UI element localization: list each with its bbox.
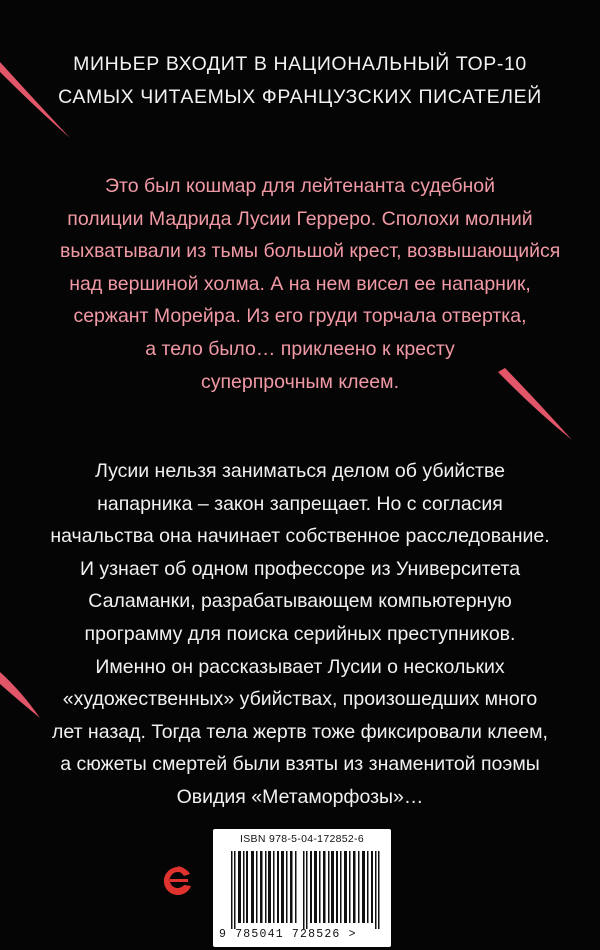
- teaser-line: Это был кошмар для лейтенанта судебной: [104, 175, 496, 197]
- publisher-logo-icon: [160, 862, 196, 898]
- synopsis-line: начальства она начинает собственное расследование.: [50, 525, 550, 548]
- synopsis-line: И узнает об одном профессоре из Университета: [79, 557, 521, 580]
- teaser-line: сержант Морейра. Из его груди торчала отвертка,: [73, 305, 527, 328]
- teaser-line: суперпрочным клеем.: [201, 370, 399, 393]
- teaser-paragraph: [60, 170, 561, 398]
- synopsis-line: Саламанки, разрабатывающем компьютерную: [88, 590, 512, 613]
- slash-left-bottom: [0, 672, 40, 718]
- teaser-line: выхватывали из тьмы большой крест, возвышающийся: [60, 240, 561, 263]
- isbn-label: ISBN 978-5-04-172852-6: [240, 833, 364, 845]
- author-tagline: [40, 48, 560, 114]
- tagline-line: МИНЬЕР ВХОДИТ В НАЦИОНАЛЬНЫЙ ТОР-10: [73, 53, 527, 75]
- synopsis-line: Овидия «Метаморфозы»…: [176, 785, 424, 808]
- teaser-line: над вершиной холма. А на нем висел ее напарник,: [69, 272, 531, 295]
- synopsis-line: напарника – закон запрещает. Но с согласия: [97, 492, 503, 515]
- teaser-line: полиции Мадрида Лусии Герреро. Сполохи молний: [67, 207, 533, 230]
- synopsis-line: лет назад. Тогда тела жертв тоже фиксировали клеем,: [52, 720, 548, 743]
- synopsis-line: а сюжеты смертей были взяты из знаменитой поэмы: [60, 753, 540, 776]
- barcode-icon: [231, 851, 381, 929]
- barcode-digits: 9 785041 728526 >: [219, 928, 357, 941]
- synopsis-line: Именно он рассказывает Лусии о нескольких: [95, 655, 505, 678]
- synopsis-paragraph: [40, 455, 560, 814]
- synopsis-line: Лусии нельзя заниматься делом об убийстве: [95, 460, 505, 482]
- barcode: [213, 829, 391, 947]
- teaser-line: а тело было… приклеено к кресту: [145, 337, 455, 360]
- tagline-line: САМЫХ ЧИТАЕМЫХ ФРАНЦУЗСКИХ ПИСАТЕЛЕЙ: [58, 86, 542, 108]
- synopsis-line: программу для поиска серийных преступников.: [84, 622, 516, 645]
- synopsis-line: «художественных» убийствах, произошедших много: [62, 688, 538, 711]
